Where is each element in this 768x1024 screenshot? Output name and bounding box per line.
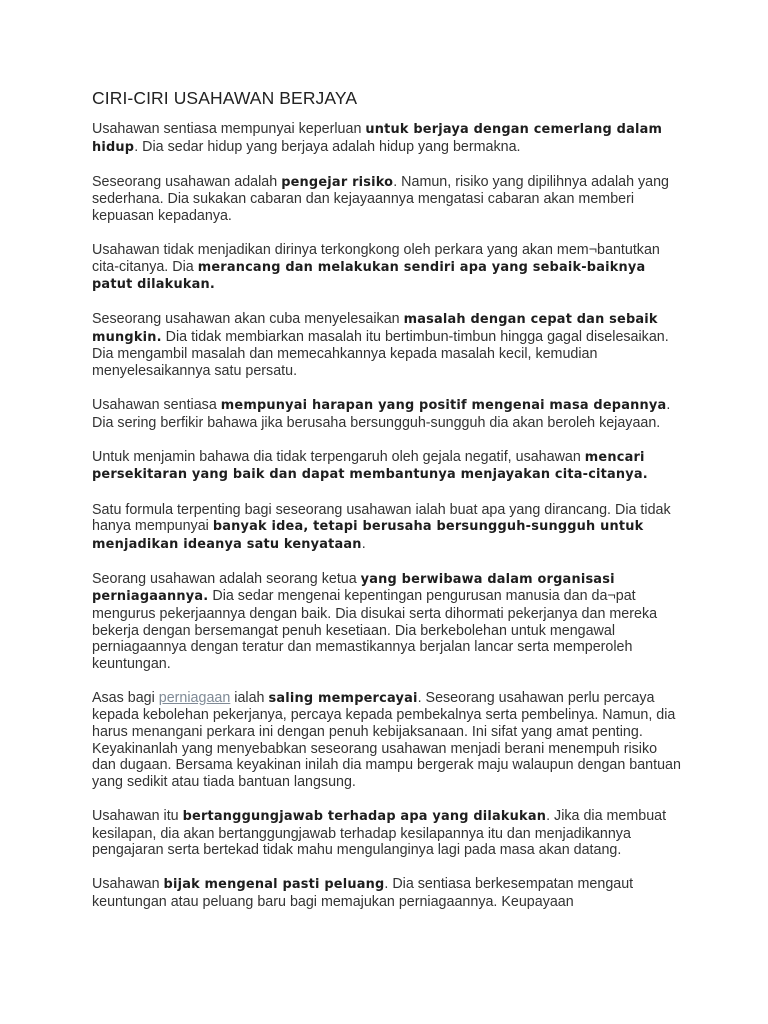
paragraph-text: Asas bagi — [92, 689, 159, 706]
bold-phrase: mencari persekitaran yang baik dan dapat membantunya menjayakan cita-citanya. — [92, 449, 648, 483]
paragraph-text: Satu formula terpenting bagi seseorang usahawan ialah buat apa yang dirancang. Dia tidak hanya mempunyai — [92, 501, 671, 535]
bold-phrase: untuk berjaya dengan cemerlang dalam hidup — [92, 122, 663, 155]
bold-phrase: mempunyai harapan yang positif mengenai masa depannya — [220, 398, 667, 414]
paragraph-text: . Jika dia membuat kesilapan, dia akan bertanggungjawab terhadap kesilapannya itu dan menjadikannya pengajaran serta bertekad tidak mahu mengulanginya lagi pada masa akan datang. — [92, 807, 667, 859]
bold-phrase: bertanggungjawab terhadap apa yang dilakukan — [182, 808, 547, 824]
paragraph-text: Usahawan sentiasa — [92, 397, 221, 414]
perniagaan-link[interactable]: perniagaan — [158, 689, 231, 706]
bold-phrase: yang berwibawa dalam organisasi perniagaannya. — [92, 571, 615, 605]
paragraph-text: Dia tidak membiarkan masalah itu bertimbun-timbun hingga gagal diselesaikan. Dia mengambil masalah dan memecahkannya kepada masalah kecil, kemudian menyelesaikannya satu persatu. — [92, 328, 669, 380]
paragraph — [92, 449, 682, 484]
paragraph — [92, 174, 682, 225]
paragraph-text: Seseorang usahawan adalah — [92, 173, 282, 190]
paragraph-text: Seseorang usahawan akan cuba menyelesaikan — [92, 311, 404, 328]
paragraph-text: . Dia sentiasa berkesempatan mengaut keuntungan atau peluang baru bagi memajukan perniagaannya. Keupayaan — [92, 876, 634, 910]
paragraph-text: . — [361, 535, 366, 552]
paragraph — [92, 311, 682, 379]
bold-phrase: saling mempercayai — [268, 690, 418, 706]
paragraph-text: . Dia sering berfikir bahawa jika berusaha bersungguh-sungguh dia akan beroleh kejayaan. — [92, 397, 671, 431]
paragraph-text: Usahawan tidak menjadikan dirinya terkongkong oleh perkara yang akan mem¬bantutkan cita-citanya. Dia — [92, 241, 660, 275]
paragraph-text: Untuk menjamin bahawa dia tidak terpengaruh oleh gejala negatif, usahawan — [92, 448, 585, 465]
paragraph-text: . Dia sedar hidup yang berjaya adalah hidup yang bermakna. — [134, 138, 521, 155]
paragraph-text: Usahawan itu — [92, 807, 183, 824]
paragraph — [92, 876, 682, 910]
paragraph — [92, 690, 682, 791]
paragraph-text: ialah — [230, 689, 269, 706]
paragraph-text: Usahawan sentiasa mempunyai keperluan — [92, 121, 366, 137]
bold-phrase: masalah dengan cepat dan sebaik mungkin. — [92, 312, 658, 345]
paragraph-text: . Seseorang usahawan perlu percaya kepada kebolehan pekerjanya, percaya kepada pembekalnya serta pembelinya. Namun, dia harus menangani perkara ini dengan penuh kebijaksanaan. Ini sifat yang amat penting. Keyakinanlah yang menyebabkan seseorang usahawan menjadi berani menempuh risiko dan dugaan. Bersama keyakinan inilah dia mampu bergerak maju walaupun dengan bantuan yang sedikit atau tiada bantuan langsung. — [92, 689, 681, 790]
document-title: CIRI-CIRI USAHAWAN BERJAYA — [92, 88, 358, 108]
paragraph — [92, 242, 682, 294]
paragraph — [92, 502, 682, 554]
paragraph-text: . Namun, risiko yang dipilihnya adalah yang sederhana. Dia sukakan cabaran dan kejayaannya mengatasi cabaran akan memberi kepuasan kepadanya. — [92, 173, 669, 224]
document-body — [92, 121, 682, 910]
bold-phrase: bijak mengenal pasti peluang — [163, 877, 385, 893]
bold-phrase: banyak idea, tetapi berusaha bersungguh-sungguh untuk menjadikan ideanya satu kenyataan — [92, 519, 644, 552]
paragraph — [92, 571, 682, 673]
paragraph-text: Seorang usahawan adalah seorang ketua — [92, 570, 361, 587]
document-page — [92, 88, 682, 928]
paragraph-text: Dia sedar mengenai kepentingan pengurusan manusia dan da¬pat mengurus pekerjaannya dengan baik. Dia disukai serta dihormati pekerjanya dan mereka bekerja dengan bersemangat penuh kesetiaan. Dia berkebolehan untuk mengawal perniagaannya dengan teratur dan memastikannya berjalan lancar serta memperoleh keuntungan. — [92, 588, 658, 672]
paragraph-text: Usahawan — [92, 876, 164, 893]
paragraph — [92, 397, 682, 431]
bold-phrase: pengejar risiko — [281, 174, 394, 190]
bold-phrase: merancang dan melakukan sendiri apa yang sebaik-baiknya patut dilakukan. — [92, 259, 646, 293]
paragraph — [92, 808, 682, 859]
paragraph — [92, 121, 682, 156]
